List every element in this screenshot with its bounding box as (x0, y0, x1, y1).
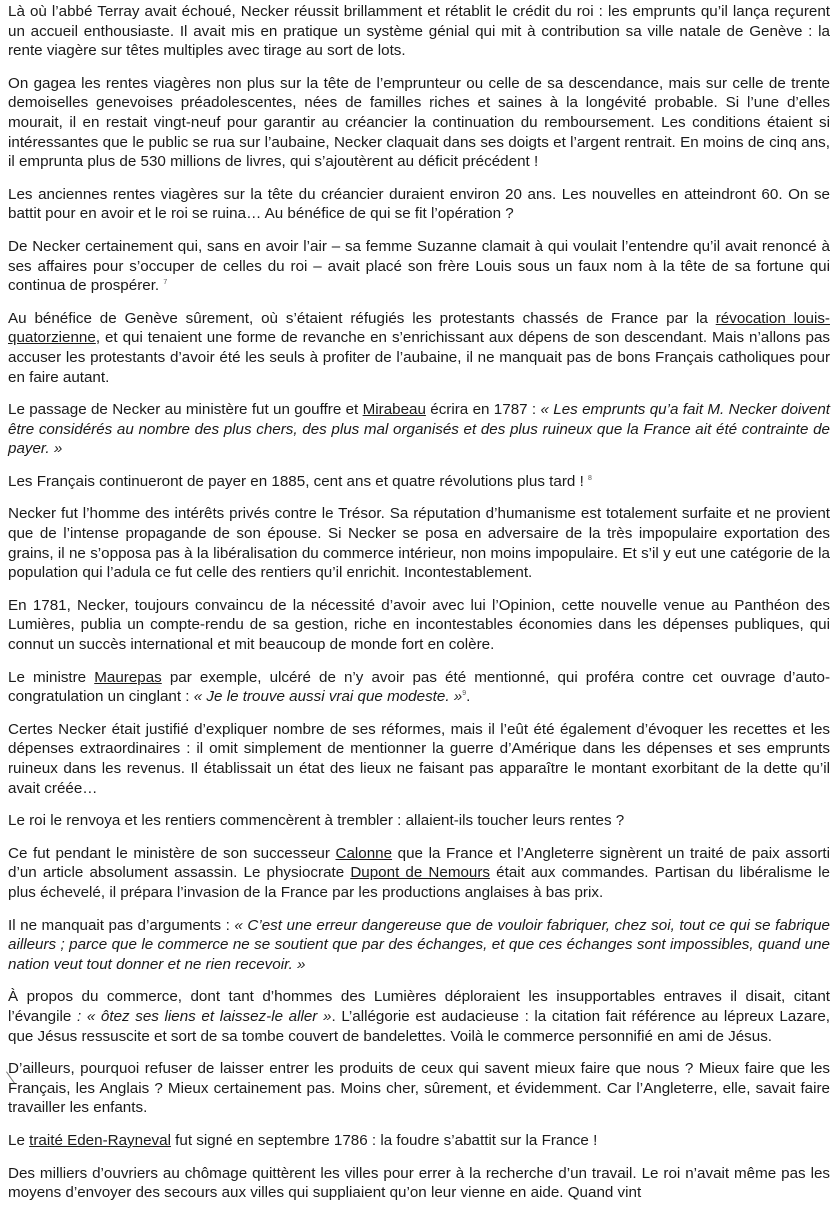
paragraph (8, 2, 830, 61)
hyperlink[interactable]: révocation louis-quatorzienne (8, 309, 830, 347)
text-run: par exemple, ulcéré de n’y avoir pas été mentionné, qui proféra contre cet ouvrage d’auto-congratulation un cinglant : (8, 668, 830, 706)
paragraph (8, 472, 830, 492)
paragraph (8, 1131, 830, 1151)
text-run: fut signé en septembre 1786 : la foudre s’abattit sur la France ! (170, 1131, 598, 1149)
footnote-ref[interactable]: 9 (462, 690, 467, 698)
text-run: On gagea les rentes viagères non plus sur la tête de l’emprunteur ou celle de sa descendance, mais sur celle de trente demoiselles genevoises préadolescentes, nées de familles riches et saines à la longévité probable. Si l’une d’elles mourait, il en restait vingt-neuf pour garantir au créancier la continuation du remboursement. Les conditions étaient si intéressantes que le public se rua sur l’aubaine, Necker claquait dans ses doigts et l’argent rentrait. En moins de cinq ans, il emprunta plus de 530 millions de livres, qui s’ajoutèrent au déficit précédent ! (8, 74, 830, 171)
text-run: , et qui tenaient une forme de revanche en s’enrichissant aux dépens de son descendant. Mais n’allons pas accuser les protestants d’avoir été les seuls à profiter de l’aubaine, il ne manquait pas de bons Français catholiques pour en faire autant. (8, 329, 830, 386)
paragraph (8, 400, 830, 459)
quotation: « Je le trouve aussi vrai que modeste. » (193, 688, 463, 706)
text-run: . (466, 688, 471, 706)
text-run: Le ministre (8, 668, 95, 686)
hyperlink[interactable]: Calonne (335, 844, 393, 862)
paragraph (8, 504, 830, 582)
paragraph (8, 1164, 830, 1203)
paragraph (8, 987, 830, 1046)
quotation: : « ôtez ses liens et laissez-le aller » (76, 1007, 332, 1025)
text-run: Certes Necker était justifié d’expliquer nombre de ses réformes, mais il l’eût été également d’évoquer les recettes et les dépenses extraordinaires : il omit simplement de mentionner la guerre d’Amérique dans les dépenses et ses emprunts ruineux dans les revenus. Il établissait un état des lieux ne faisant pas apparaître le montant exorbitant de la dette qu’il avait créée… (8, 720, 830, 797)
text-run: Le passage de Necker au ministère fut un gouffre et (8, 401, 363, 419)
quotation: « Les emprunts qu’a fait M. Necker doivent être considérés au nombre des plus chers, des plus mal organisés et des plus ruineux que la France ait été contrainte de payer. » (8, 401, 830, 458)
paragraph (8, 1059, 830, 1118)
text-run: Les Français continueront de payer en 1885, cent ans et quatre révolutions plus tard ! (8, 472, 589, 490)
text-run: Au bénéfice de Genève sûrement, où s’étaient réfugiés les protestants chassés de France par la (8, 309, 716, 327)
text-run: À propos du commerce, dont tant d’hommes des Lumières déploraient les insupportables entraves il disait, citant l’évangile (8, 988, 830, 1025)
paragraph (8, 720, 830, 798)
paragraph (8, 237, 830, 296)
footnote-ref[interactable]: 8 (588, 474, 592, 482)
hyperlink[interactable]: Maurepas (94, 668, 162, 686)
paragraph (8, 668, 830, 707)
quotation: « C’est une erreur dangereuse que de vouloir fabriquer, chez soi, tout ce qui se fabrique ailleurs ; parce que le commerce ne se soutient que par des échanges, et que ces échanges sont impossibles, quand une nation veut tout donner et ne rien recevoir. » (8, 916, 830, 973)
text-run: Le roi le renvoya et les rentiers commencèrent à trembler : allaient-ils toucher leurs rentes ? (8, 812, 625, 830)
hyperlink[interactable]: Dupont de Nemours (350, 864, 491, 882)
text-run: Les anciennes rentes viagères sur la tête du créancier duraient environ 20 ans. Les nouvelles en atteindront 60. On se battit pour en avoir et le roi se ruina… Au bénéfice de qui se fit l’opération ? (8, 185, 830, 223)
text-run: D’ailleurs, pourquoi refuser de laisser entrer les produits de ceux qui savent mieux faire que nous ? Mieux faire que les Français, les Anglais ? Mieux certainement pas. Moins cher, sûrement, et évidemment. Car l’Angleterre, elle, savait faire travailler les enfants. (8, 1060, 830, 1117)
text-run: De Necker certainement qui, sans en avoir l’air – sa femme Suzanne clamait à qui voulait l’entendre qu’il avait renoncé à ses affaires pour s’occuper de celles du roi – avait placé son frère Louis sous un faux nom à la tête de sa fortune qui continua de prospérer. (8, 237, 830, 295)
text-run: était aux commandes. Partisan du libéralisme le plus échevelé, il prépara l’invasion de la France par les productions anglaises à bas prix. (8, 864, 830, 901)
footnote-ref[interactable]: 7 (163, 279, 168, 287)
paragraph (8, 596, 830, 655)
text-run: Necker fut l’homme des intérêts privés contre le Trésor. Sa réputation d’humanisme est totalement surfaite et ne provient que de l’intense propagande de son épouse. Si Necker se posa en adversaire de la très impopulaire exportation des grains, il ne s’opposa pas à la libéralisation du commerce intérieur, non moins impopulaire. Et s’il y eut une catégorie de la population qui l’adula ce fut celle des rentiers qu’il enrichit. Incontestablement. (8, 505, 830, 582)
paragraph (8, 74, 830, 172)
paragraph (8, 811, 830, 831)
paragraph (8, 916, 830, 975)
text-run: Le (8, 1131, 30, 1149)
text-run: écrira en 1787 : (425, 401, 541, 419)
paragraph (8, 185, 830, 224)
text-run: Des milliers d’ouvriers au chômage quittèrent les villes pour errer à la recherche d’un travail. Le roi n’avait même pas les moyens d’envoyer des secours aux villes qui suppliaient qu’on leur vienne en aide. Quand vint (8, 1164, 830, 1202)
text-run: Là où l’abbé Terray avait échoué, Necker réussit brillamment et rétablit le crédit du roi : les emprunts qu’il lança reçurent un accueil enthousiaste. Il avait mis en pratique un système génial qui mit à contribution sa ville natale de Genève : la rente viagère sur têtes multiples avec tirage au sort de lots. (8, 3, 830, 60)
paragraph (8, 309, 830, 387)
text-run: . L’allégorie est audacieuse : la citation fait référence au lépreux Lazare, que Jésus ressuscite et sort de sa tombe couvert de bandelettes. Voilà le commerce personnifié en ami de Jésus. (8, 1007, 830, 1045)
text-run: Ce fut pendant le ministère de son successeur (8, 844, 336, 862)
text-run: Il ne manquait pas d’arguments : (8, 916, 235, 934)
paragraph (8, 844, 830, 903)
document-page (8, 2, 830, 1216)
text-run: que la France et l’Angleterre signèrent un traité de paix assorti d’un article absolument assassin. Le physiocrate (8, 844, 830, 882)
text-run: En 1781, Necker, toujours convaincu de la nécessité d’avoir avec lui l’Opinion, cette nouvelle venue au Panthéon des Lumières, publia un compte-rendu de sa gestion, riche en incontestables économies dans les dépenses publiques, qui connut un succès international et mit beaucoup de monde fort en colère. (8, 596, 830, 654)
hyperlink[interactable]: traité Eden-Rayneval (29, 1131, 171, 1149)
hyperlink[interactable]: Mirabeau (362, 401, 426, 419)
